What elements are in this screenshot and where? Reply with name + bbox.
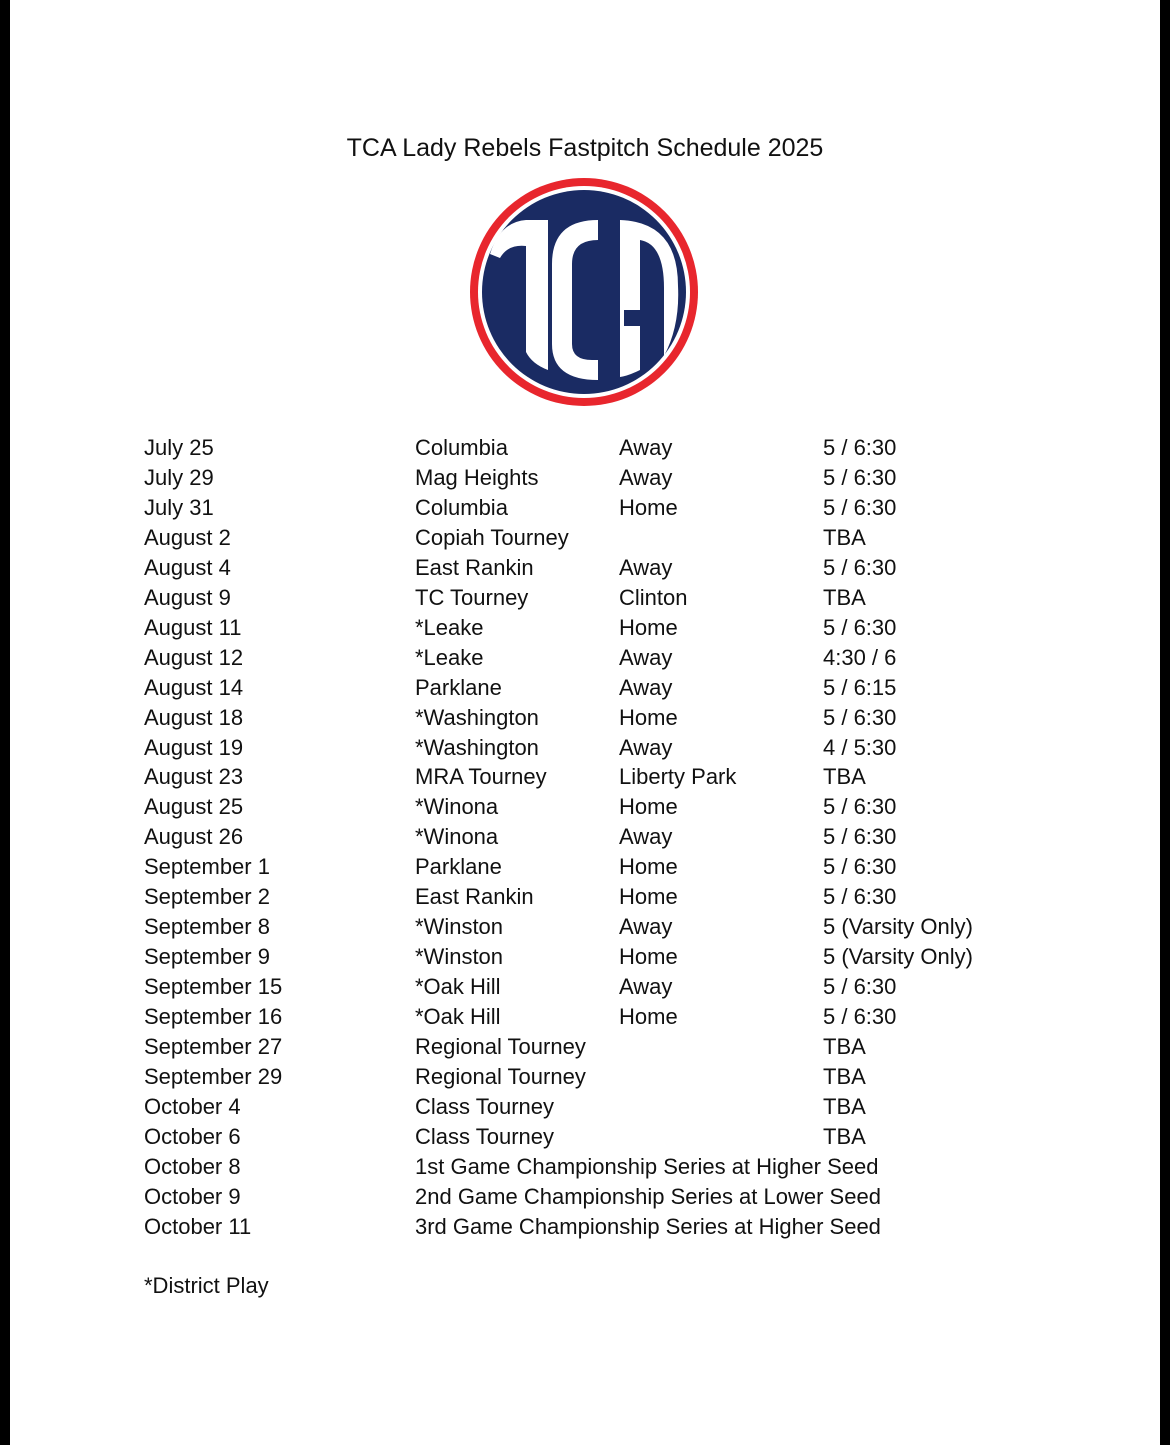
schedule-time: 5 / 6:30 <box>823 494 897 520</box>
schedule-location: Home <box>619 614 678 640</box>
schedule-location: Away <box>619 464 673 490</box>
schedule-date: August 14 <box>144 674 244 700</box>
schedule-date: September 27 <box>144 1034 283 1060</box>
schedule-opponent: MRA Tourney <box>415 764 547 790</box>
schedule-row <box>144 1032 1044 1062</box>
schedule-location: Liberty Park <box>619 764 737 790</box>
schedule-time: TBA <box>823 1034 866 1060</box>
schedule-date: September 29 <box>144 1064 283 1090</box>
schedule-row <box>144 523 1044 553</box>
schedule-row <box>144 553 1044 583</box>
schedule-time: TBA <box>823 524 866 550</box>
schedule-date: July 29 <box>144 464 214 490</box>
schedule-location: Home <box>619 854 678 880</box>
schedule-location: Home <box>619 494 678 520</box>
schedule-row <box>144 972 1044 1002</box>
tca-logo-graphic <box>468 176 700 408</box>
schedule-opponent: Parklane <box>415 854 502 880</box>
schedule-date: August 19 <box>144 734 244 760</box>
schedule-row <box>144 1212 1044 1242</box>
schedule-time: TBA <box>823 1064 866 1090</box>
schedule-opponent: *Oak Hill <box>415 1004 501 1030</box>
schedule-location: Away <box>619 824 673 850</box>
schedule-location: Away <box>619 674 673 700</box>
schedule-date: August 12 <box>144 644 244 670</box>
schedule-opponent: Columbia <box>415 435 508 460</box>
schedule-time: 5 / 6:30 <box>823 614 897 640</box>
schedule-opponent: Regional Tourney <box>415 1034 586 1060</box>
schedule-row <box>144 703 1044 733</box>
schedule-row <box>144 852 1044 882</box>
schedule-date: October 9 <box>144 1183 241 1209</box>
schedule-date: September 9 <box>144 944 270 970</box>
schedule-opponent: East Rankin <box>415 884 534 910</box>
schedule-date: September 1 <box>144 854 270 880</box>
schedule-date: August 23 <box>144 764 244 790</box>
schedule-time: TBA <box>823 764 866 790</box>
schedule-row <box>144 762 1044 792</box>
schedule-row <box>144 792 1044 822</box>
schedule-time: 5 / 6:30 <box>823 464 897 490</box>
schedule-opponent: Class Tourney <box>415 1123 554 1149</box>
schedule-row <box>144 643 1044 673</box>
schedule-date: July 31 <box>144 494 214 520</box>
schedule-date: August 26 <box>144 824 244 850</box>
schedule-row <box>144 1062 1044 1092</box>
schedule-location: Away <box>619 974 673 1000</box>
schedule-row <box>144 583 1044 613</box>
schedule-row <box>144 733 1044 763</box>
schedule-opponent: *Winona <box>415 824 499 850</box>
schedule-date: October 8 <box>144 1153 241 1179</box>
schedule-location: Home <box>619 704 678 730</box>
schedule-opponent: East Rankin <box>415 554 534 580</box>
schedule-row <box>144 433 1044 463</box>
page-title: TCA Lady Rebels Fastpitch Schedule 2025 <box>346 134 824 162</box>
schedule-date: October 11 <box>144 1213 252 1239</box>
schedule-location: Home <box>619 884 678 910</box>
schedule-date: August 2 <box>144 524 231 550</box>
schedule-time: TBA <box>823 1123 866 1149</box>
schedule-time: 5 / 6:30 <box>823 974 897 1000</box>
schedule-opponent: TC Tourney <box>415 584 529 610</box>
schedule-row <box>144 493 1044 523</box>
schedule-opponent: Columbia <box>415 494 508 520</box>
schedule-row <box>144 882 1044 912</box>
schedule-date: August 4 <box>144 554 231 580</box>
schedule-opponent: Mag Heights <box>415 464 539 490</box>
schedule-note: 3rd Game Championship Series at Higher Seed <box>415 1213 881 1239</box>
schedule-row <box>144 1092 1044 1122</box>
schedule-time: 5 / 6:30 <box>823 1004 897 1030</box>
schedule-time: 5 / 6:30 <box>823 824 897 850</box>
schedule-time: 4:30 / 6 <box>823 644 897 670</box>
schedule-note: 1st Game Championship Series at Higher Seed <box>415 1153 879 1179</box>
schedule-row <box>144 822 1044 852</box>
schedule-location: Home <box>619 1004 678 1030</box>
schedule-date: September 8 <box>144 914 270 940</box>
schedule-opponent: *Winston <box>415 944 504 970</box>
schedule-time: 5 / 6:30 <box>823 704 897 730</box>
schedule-row <box>144 673 1044 703</box>
schedule-date: September 2 <box>144 884 270 910</box>
schedule-row <box>144 1002 1044 1032</box>
schedule-date: August 9 <box>144 584 231 610</box>
schedule-location: Away <box>619 914 673 940</box>
schedule-date: August 11 <box>144 614 242 640</box>
schedule-date: August 18 <box>144 704 244 730</box>
schedule-time: 5 / 6:30 <box>823 854 897 880</box>
schedule-time: 4 / 5:30 <box>823 734 897 760</box>
schedule-time: 5 / 6:30 <box>823 794 897 820</box>
schedule-opponent: Class Tourney <box>415 1093 554 1119</box>
schedule-opponent: *Washington <box>415 734 539 760</box>
schedule-row <box>144 1122 1044 1152</box>
schedule-location: Home <box>619 944 678 970</box>
schedule-time: TBA <box>823 1093 866 1119</box>
schedule-location: Home <box>619 794 678 820</box>
schedule-opponent: *Winston <box>415 914 504 940</box>
schedule-row <box>144 463 1044 493</box>
schedule-row <box>144 1182 1044 1212</box>
schedule-note: 2nd Game Championship Series at Lower Seed <box>415 1183 881 1209</box>
schedule-time: 5 (Varsity Only) <box>823 914 973 940</box>
schedule-opponent: *Winona <box>415 794 499 820</box>
schedule-time: 5 / 6:30 <box>823 554 897 580</box>
tca-logo <box>468 176 700 408</box>
schedule-location: Away <box>619 644 673 670</box>
schedule-date: October 4 <box>144 1093 241 1119</box>
schedule-table <box>144 433 1044 1242</box>
schedule-time: 5 / 6:15 <box>823 674 897 700</box>
district-play-footnote: *District Play <box>144 1273 269 1298</box>
schedule-date: October 6 <box>144 1123 241 1149</box>
schedule-opponent: Parklane <box>415 674 502 700</box>
schedule-location: Away <box>619 554 673 580</box>
schedule-opponent: Copiah Tourney <box>415 524 569 550</box>
schedule-opponent: *Oak Hill <box>415 974 501 1000</box>
schedule-time: 5 (Varsity Only) <box>823 944 973 970</box>
schedule-date: September 16 <box>144 1004 283 1030</box>
schedule-location: Away <box>619 435 673 460</box>
schedule-opponent: Regional Tourney <box>415 1064 586 1090</box>
schedule-row <box>144 613 1044 643</box>
document-page <box>10 0 1160 1445</box>
schedule-location: Clinton <box>619 584 688 610</box>
schedule-opponent: *Washington <box>415 704 539 730</box>
schedule-location: Away <box>619 734 673 760</box>
schedule-row <box>144 912 1044 942</box>
schedule-opponent: *Leake <box>415 614 484 640</box>
schedule-time: 5 / 6:30 <box>823 435 897 460</box>
schedule-row <box>144 942 1044 972</box>
schedule-time: 5 / 6:30 <box>823 884 897 910</box>
schedule-row <box>144 1152 1044 1182</box>
schedule-date: September 15 <box>144 974 283 1000</box>
schedule-date: July 25 <box>144 435 214 460</box>
schedule-date: August 25 <box>144 794 244 820</box>
schedule-time: TBA <box>823 584 866 610</box>
schedule-opponent: *Leake <box>415 644 484 670</box>
